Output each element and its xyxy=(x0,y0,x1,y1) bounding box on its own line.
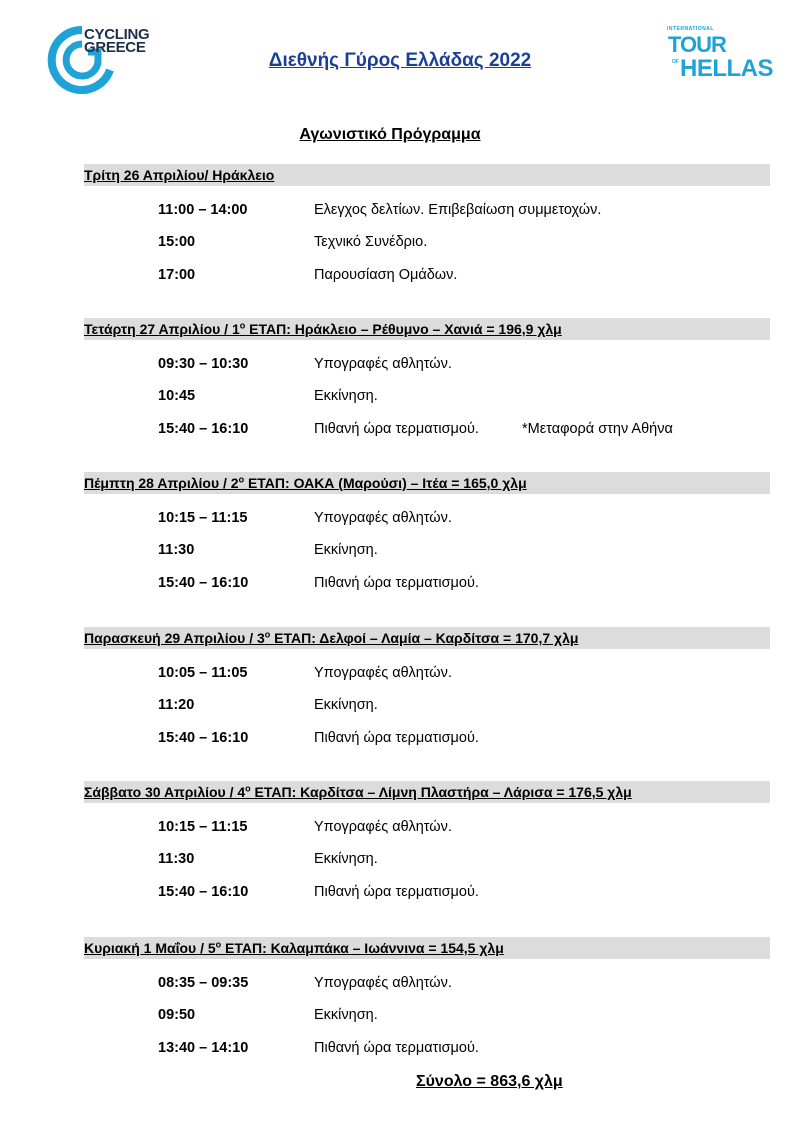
row-description: Υπογραφές αθλητών. xyxy=(314,975,452,991)
row-description: Υπογραφές αθλητών. xyxy=(314,510,452,526)
day-header: Τρίτη 26 Απριλίου/ Ηράκλειο xyxy=(84,164,770,186)
logo-hellas-text: HELLAS xyxy=(680,55,773,82)
total-distance: Σύνολο = 863,6 χλμ xyxy=(416,1073,563,1090)
row-description: Πιθανή ώρα τερματισμού. xyxy=(314,884,479,900)
row-description: Πιθανή ώρα τερματισμού. xyxy=(314,1040,479,1056)
row-time: 11:30 xyxy=(158,542,195,558)
day-section xyxy=(84,318,770,437)
row-time: 17:00 xyxy=(158,267,196,283)
row-description: Πιθανή ώρα τερματισμού. xyxy=(314,730,479,746)
schedule-subtitle: Αγωνιστικό Πρόγραμμα xyxy=(299,126,481,143)
logo-tour-text: TOUR xyxy=(668,32,726,57)
row-description: Υπογραφές αθλητών. xyxy=(314,819,452,835)
row-time: 15:40 – 16:10 xyxy=(158,575,249,591)
row-time: 10:15 – 11:15 xyxy=(158,819,248,835)
row-time: 15:00 xyxy=(158,234,196,250)
logo-international-text: INTERNATIONAL xyxy=(667,26,714,32)
day-section xyxy=(84,472,770,591)
row-time: 10:45 xyxy=(158,388,196,404)
day-header: Πέμπτη 28 Απριλίου / $2^o$ ΕΤΑΠ: ΟΑΚΑ (Μαρούσι) – Ιτέα = 165,0 χλμ xyxy=(84,472,770,494)
row-description: Υπογραφές αθλητών. xyxy=(314,665,452,681)
row-description: Ελεγχος δελτίων. Επιβεβαίωση συμμετοχών. xyxy=(314,202,602,218)
logo-of-text: OF xyxy=(672,59,679,65)
day-section xyxy=(84,627,770,746)
day-section xyxy=(84,937,770,1056)
row-time: 11:20 xyxy=(158,697,195,713)
row-time: 15:40 – 16:10 xyxy=(158,884,249,900)
row-time: 09:30 – 10:30 xyxy=(158,356,249,372)
logo-text-line-1: CYCLING xyxy=(84,26,150,43)
row-time: 15:40 – 16:10 xyxy=(158,421,249,437)
day-header: Τετάρτη 27 Απριλίου / $1^o$ ΕΤΑΠ: Ηράκλειο – Ρέθυμνο – Χανιά = 196,9 χλμ xyxy=(84,318,770,340)
row-description: Εκκίνηση. xyxy=(314,851,378,867)
day-section xyxy=(84,164,770,283)
document-title: Διεθνής Γύρος Ελλάδας 2022 xyxy=(268,50,532,71)
row-time: 11:30 xyxy=(158,851,195,867)
tour-of-hellas-logo xyxy=(664,26,773,86)
row-time: 11:00 – 14:00 xyxy=(158,202,248,218)
day-header: Παρασκευή 29 Απριλίου / $3^o$ ΕΤΑΠ: Δελφοί – Λαμία – Καρδίτσα = 170,7 χλμ xyxy=(84,627,770,649)
row-time: 09:50 xyxy=(158,1007,196,1023)
row-description: Εκκίνηση. xyxy=(314,542,378,558)
row-time: 10:15 – 11:15 xyxy=(158,510,248,526)
day-header: Κυριακή 1 Μαΐου / $5^o$ ΕΤΑΠ: Καλαμπάκα – Ιωάννινα = 154,5 χλμ xyxy=(84,937,770,959)
row-description: Εκκίνηση. xyxy=(314,1007,378,1023)
row-description: Πιθανή ώρα τερματισμού. xyxy=(314,575,479,591)
row-description: Εκκίνηση. xyxy=(314,388,378,404)
row-description: Τεχνικό Συνέδριο. xyxy=(314,234,428,250)
logo-text-line-2: GREECE xyxy=(84,39,146,56)
row-time: 08:35 – 09:35 xyxy=(158,975,249,991)
row-description: Πιθανή ώρα τερματισμού. xyxy=(314,421,479,437)
row-description: Παρουσίαση Ομάδων. xyxy=(314,267,458,283)
day-header: Σάββατο 30 Απριλίου / $4^o$ ΕΤΑΠ: Καρδίτσα – Λίμνη Πλαστήρα – Λάρισα = 176,5 χλμ xyxy=(84,781,770,803)
row-note: *Μεταφορά στην Αθήνα xyxy=(522,421,673,437)
row-description: Εκκίνηση. xyxy=(314,697,378,713)
row-time: 10:05 – 11:05 xyxy=(158,665,248,681)
row-time: 13:40 – 14:10 xyxy=(158,1040,249,1056)
row-description: Υπογραφές αθλητών. xyxy=(314,356,452,372)
row-time: 15:40 – 16:10 xyxy=(158,730,249,746)
day-section xyxy=(84,781,770,900)
